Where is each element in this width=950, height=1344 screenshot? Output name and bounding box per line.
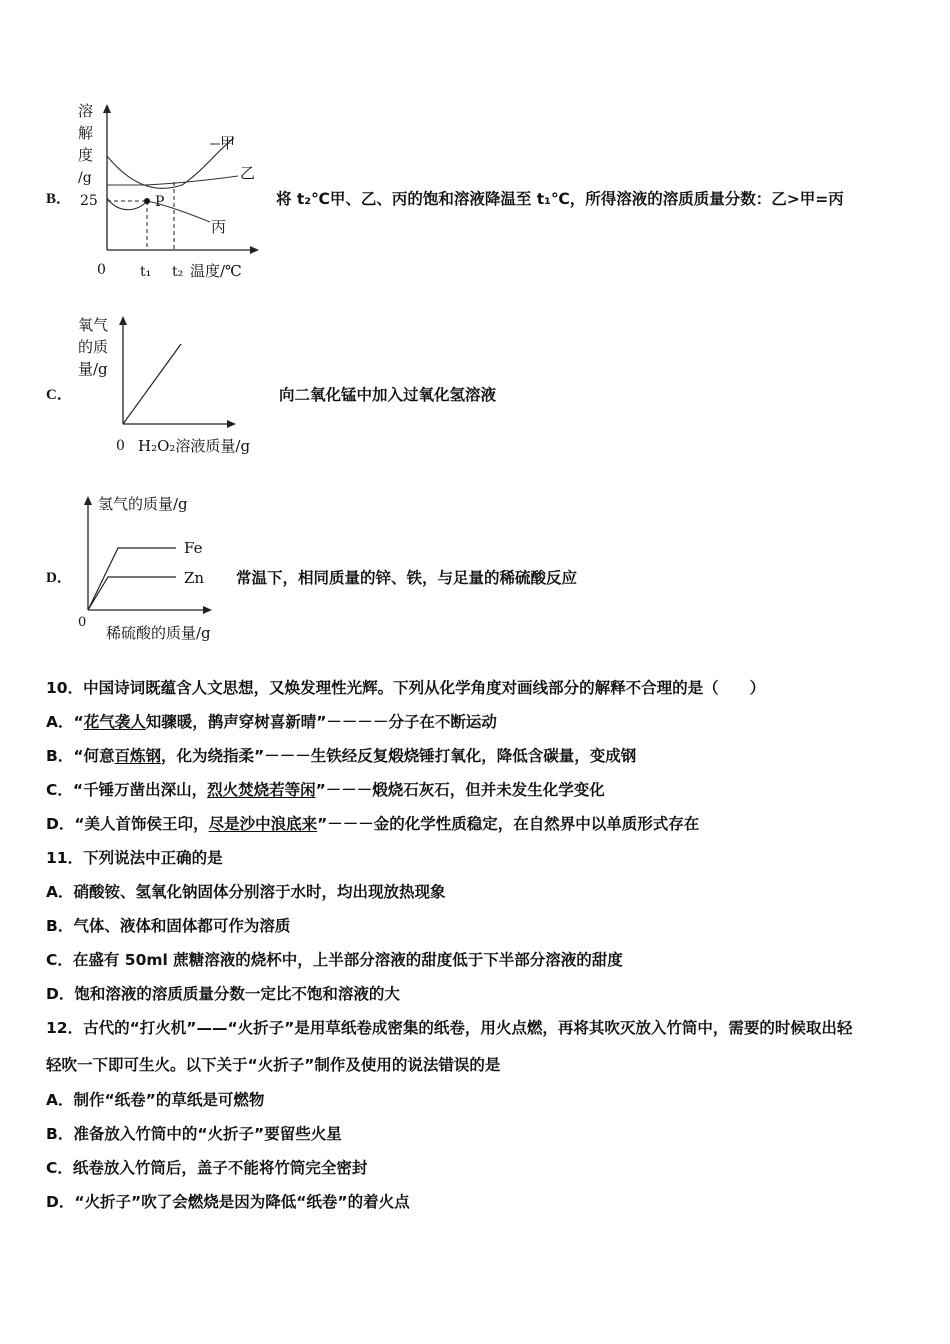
q10-d-label: D． xyxy=(46,815,75,833)
graph-b-y-label-1: 溶 xyxy=(78,102,94,120)
q10-option-a xyxy=(46,712,497,732)
q12-option-c xyxy=(46,1158,367,1178)
graph-d-x-arrow xyxy=(203,606,212,614)
q11-b-label: B． xyxy=(46,917,74,935)
graph-b-y-tick-25: 25 xyxy=(80,193,98,209)
q12-a-label: A． xyxy=(46,1091,74,1109)
graph-c-y-arrow xyxy=(119,316,127,325)
graph-c-x-axis-label: H₂O₂溶液质量/g xyxy=(138,437,251,455)
graph-d-fe-line xyxy=(88,548,176,610)
graph-c-origin: 0 xyxy=(116,438,125,454)
option-label-d: D． xyxy=(46,570,72,586)
q12-c-text: 纸卷放入竹筒后，盖子不能将竹筒完全密封 xyxy=(72,1159,368,1177)
option-c-text: 向二氧化锰中加入过氧化氢溶液 xyxy=(279,386,497,404)
q10-option-c xyxy=(46,780,605,800)
graph-d-y-axis-label: 氢气的质量/g xyxy=(98,495,188,513)
graph-b-y-label-2: 解 xyxy=(78,124,94,142)
graph-b-jia-label: 甲 xyxy=(220,134,236,152)
q10-option-b xyxy=(46,746,636,766)
hydrogen-graph xyxy=(74,488,234,648)
solubility-graph xyxy=(70,98,270,288)
curve-jia xyxy=(107,138,234,188)
q11-option-b xyxy=(46,916,290,936)
q11-c-text: 在盛有 50ml 蔗糖溶液的烧杯中，上半部分溶液的甜度低于下半部分溶液的甜度 xyxy=(72,951,623,969)
q12-option-d xyxy=(46,1192,410,1212)
q12-a-text: 制作“纸卷”的草纸是可燃物 xyxy=(73,1091,265,1109)
graph-d-x-axis-label: 稀硫酸的质量/g xyxy=(106,624,211,642)
curve-yi xyxy=(107,176,238,185)
graph-b-bing-label: 丙 xyxy=(211,218,227,236)
graph-b-x-arrow xyxy=(250,246,259,254)
graph-b-x-tick-t2: t₂ xyxy=(172,264,184,280)
graph-d-y-arrow xyxy=(84,496,92,505)
q12-stem-line1: 12．古代的“打火机”——“火折子”是用草纸卷成密集的纸卷，用火点燃，再将其吹灭放入竹筒中，需要的时候取出轻 xyxy=(46,1019,853,1037)
q11-option-d xyxy=(46,984,400,1004)
graph-c-y-label-2: 的质 xyxy=(78,338,109,356)
q10-b-underline: 百炼钢 xyxy=(114,747,162,765)
q11-d-label: D． xyxy=(46,985,75,1003)
q12-option-b xyxy=(46,1124,342,1144)
q12-b-text: 准备放入竹筒中的“火折子”要留些火星 xyxy=(73,1125,342,1143)
graph-c-y-label-3: 量/g xyxy=(78,360,108,378)
q12-stem-line2: 轻吹一下即可生火。以下关于“火折子”制作及使用的说法错误的是 xyxy=(46,1056,501,1074)
q10-b-pre: “何意 xyxy=(73,747,115,765)
q10-c-post: ”－－－煅烧石灰石，但并未发生化学变化 xyxy=(315,781,605,799)
q10-option-d xyxy=(46,814,699,834)
q11-d-text: 饱和溶液的溶质质量分数一定比不饱和溶液的大 xyxy=(74,985,400,1003)
q10-c-pre: “千锤万凿出深山， xyxy=(72,781,208,799)
option-d-text: 常温下，相同质量的锌、铁，与足量的稀硫酸反应 xyxy=(236,569,578,587)
q10-d-underline: 尽是沙中浪底来 xyxy=(208,815,318,833)
graph-b-yi-label: 乙 xyxy=(240,164,256,182)
q11-option-c xyxy=(46,950,623,970)
option-b-text: 将 t₂℃甲、乙、丙的饱和溶液降温至 t₁℃，所得溶液的溶质质量分数：乙>甲=丙 xyxy=(276,190,844,208)
q10-b-label: B． xyxy=(46,747,74,765)
graph-d-fe-label: Fe xyxy=(184,539,203,557)
graph-b-origin: 0 xyxy=(97,262,106,278)
q11-c-label: C． xyxy=(46,951,73,969)
q12-b-label: B． xyxy=(46,1125,74,1143)
q10-a-post: 知骤暖，鹊声穿树喜新晴”－－－－分子在不断运动 xyxy=(145,713,497,731)
graph-c-x-arrow xyxy=(227,420,236,428)
oxygen-graph xyxy=(74,308,274,463)
q12-c-label: C． xyxy=(46,1159,73,1177)
graph-b-x-tick-t1: t₁ xyxy=(140,264,152,280)
q10-a-label: A． xyxy=(46,713,74,731)
graph-d-zn-label: Zn xyxy=(184,569,205,587)
q11-option-a xyxy=(46,882,446,902)
option-label-b: B． xyxy=(46,191,72,207)
q10-d-post: ”－－－金的化学性质稳定，在自然界中以单质形式存在 xyxy=(317,815,700,833)
graph-b-y-label-3: 度 xyxy=(78,146,94,164)
q11-a-label: A． xyxy=(46,883,74,901)
graph-b-y-label-4: /g xyxy=(78,170,92,186)
q10-c-underline: 烈火焚烧若等闲 xyxy=(207,781,316,799)
q12-option-a xyxy=(46,1090,264,1110)
q10-stem: 10．中国诗词既蕴含人文思想，又焕发理性光辉。下列从化学角度对画线部分的解释不合理的是（ ） xyxy=(46,679,766,697)
q11-b-text: 气体、液体和固体都可作为溶质 xyxy=(73,917,291,935)
graph-b-x-axis-label: 温度/℃ xyxy=(190,262,242,280)
graph-b-y-arrow xyxy=(103,104,111,113)
point-p xyxy=(144,198,150,204)
q11-stem: 11．下列说法中正确的是 xyxy=(46,849,223,867)
q10-a-underline: 花气袭人 xyxy=(83,713,146,731)
q12-d-label: D． xyxy=(46,1193,75,1211)
graph-d-origin: 0 xyxy=(78,615,87,630)
q10-a-pre: “ xyxy=(73,713,84,731)
q12-d-text: “火折子”吹了会燃烧是因为降低“纸卷”的着火点 xyxy=(74,1193,410,1211)
graph-b-point-label: P xyxy=(155,194,165,210)
q10-c-label: C． xyxy=(46,781,73,799)
graph-c-y-label-1: 氧气 xyxy=(78,316,109,334)
q11-a-text: 硝酸铵、氢氧化钠固体分别溶于水时，均出现放热现象 xyxy=(73,883,446,901)
graph-c-line xyxy=(123,344,181,424)
q10-d-pre: “美人首饰侯王印， xyxy=(74,815,209,833)
q10-b-post: ，化为绕指柔”－－－生铁经反复煅烧锤打氧化，降低含碳量，变成钢 xyxy=(161,747,637,765)
option-label-c: C． xyxy=(46,387,72,403)
